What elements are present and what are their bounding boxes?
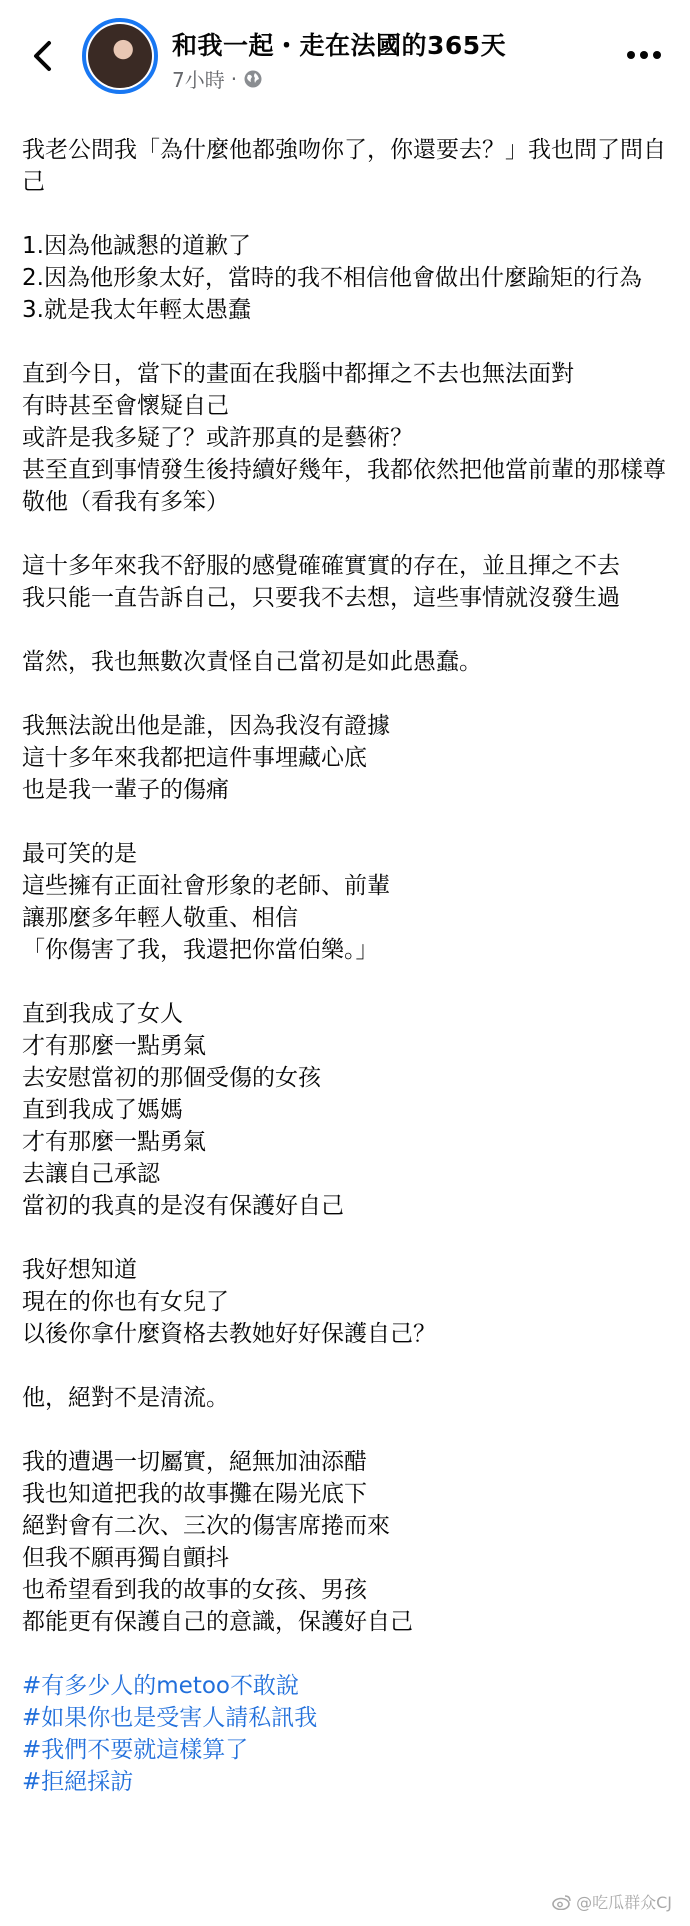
post-text-line: 最可笑的是 <box>22 841 137 867</box>
post-text-line: 我只能一直告訴自己，只要我不去想，這些事情就沒發生過 <box>22 585 620 611</box>
post-text-line: 有時甚至會懷疑自己 <box>22 393 229 419</box>
post-text-line: 才有那麼一點勇氣 <box>22 1129 206 1155</box>
post-text-line: 2.因為他形象太好，當時的我不相信他會做出什麼踰矩的行為 <box>22 265 642 291</box>
chevron-left-icon <box>31 40 53 72</box>
hashtag-list <box>22 1670 672 1798</box>
post-text-line: 直到今日，當下的畫面在我腦中都揮之不去也無法面對 <box>22 361 574 387</box>
post-text-line: 才有那麼一點勇氣 <box>22 1033 206 1059</box>
post-text-line: 當初的我真的是沒有保護好自己 <box>22 1193 344 1219</box>
post-text-line: 他，絕對不是清流。 <box>22 1385 229 1411</box>
post-text-line: 「你傷害了我，我還把你當伯樂。」 <box>22 937 379 963</box>
more-options-button[interactable] <box>622 40 666 70</box>
post-body <box>22 134 672 1798</box>
post-paragraph <box>22 358 672 518</box>
hashtag-link[interactable]: #拒絕採訪 <box>22 1769 134 1795</box>
post-text-line: 但我不願再獨自顫抖 <box>22 1545 229 1571</box>
post-text-line: 讓那麼多年輕人敬重、相信 <box>22 905 298 931</box>
post-paragraph <box>22 710 672 806</box>
post-paragraph <box>22 134 672 198</box>
post-text-line: 我的遭遇一切屬實，絕無加油添醋 <box>22 1449 367 1475</box>
post-paragraph <box>22 646 672 678</box>
post-text-line: 3.就是我太年輕太愚蠢 <box>22 297 251 323</box>
post-paragraph <box>22 1446 672 1638</box>
page-title[interactable]: 和我一起・走在法國的365天 <box>172 31 507 60</box>
post-text-line: 去讓自己承認 <box>22 1161 160 1187</box>
post-text-line: 我無法說出他是誰，因為我沒有證據 <box>22 713 390 739</box>
post-paragraph <box>22 998 672 1222</box>
avatar-image <box>88 24 152 88</box>
hashtag-link[interactable]: #我們不要就這樣算了 <box>22 1737 249 1763</box>
post-text-line: 這十多年來我都把這件事埋藏心底 <box>22 745 367 771</box>
meta-separator: · <box>230 66 238 91</box>
post-paragraph <box>22 838 672 966</box>
post-text-line: 現在的你也有女兒了 <box>22 1289 229 1315</box>
post-text-line: 以後你拿什麼資格去教她好好保護自己？ <box>22 1321 436 1347</box>
post-text-line: 或許是我多疑了？或許那真的是藝術？ <box>22 425 413 451</box>
post-meta <box>172 64 263 93</box>
post-text-line: 都能更有保護自己的意識，保護好自己 <box>22 1609 413 1635</box>
globe-icon <box>243 69 263 89</box>
post-paragraph <box>22 550 672 614</box>
post-text-line: 去安慰當初的那個受傷的女孩 <box>22 1065 321 1091</box>
hashtag-link[interactable]: #如果你也是受害人請私訊我 <box>22 1705 318 1731</box>
watermark <box>552 1890 672 1913</box>
post-paragraph <box>22 1254 672 1350</box>
avatar[interactable] <box>82 18 158 94</box>
post-text-line: 也是我一輩子的傷痛 <box>22 777 229 803</box>
post-paragraph <box>22 230 672 326</box>
watermark-text: @吃瓜群众CJ <box>576 1893 672 1912</box>
post-text-line: 這些擁有正面社會形象的老師、前輩 <box>22 873 390 899</box>
hashtag-link[interactable]: #有多少人的metoo不敢說 <box>22 1673 299 1699</box>
post-paragraphs <box>22 134 672 1638</box>
back-button[interactable] <box>22 32 62 80</box>
post-text-line: 1.因為他誠懇的道歉了 <box>22 233 251 259</box>
post-text-line: 直到我成了女人 <box>22 1001 183 1027</box>
post-text-line: 也希望看到我的故事的女孩、男孩 <box>22 1577 367 1603</box>
post-text-line: 我好想知道 <box>22 1257 137 1283</box>
post-header <box>0 0 690 112</box>
post-text-line: 我老公問我「為什麼他都強吻你了，你還要去？」我也問了問自己 <box>22 137 666 195</box>
weibo-icon <box>552 1894 572 1910</box>
post-text-line: 我也知道把我的故事攤在陽光底下 <box>22 1481 367 1507</box>
post-paragraph <box>22 1382 672 1414</box>
post-text-line: 甚至直到事情發生後持續好幾年，我都依然把他當前輩的那樣尊敬他（看我有多笨） <box>22 457 666 515</box>
post-text-line: 這十多年來我不舒服的感覺確確實實的存在，並且揮之不去 <box>22 553 620 579</box>
post-text-line: 絕對會有二次、三次的傷害席捲而來 <box>22 1513 390 1539</box>
post-time[interactable]: 7小時 <box>172 68 225 92</box>
more-horizontal-icon <box>626 50 662 60</box>
post-text-line: 直到我成了媽媽 <box>22 1097 183 1123</box>
post-text-line: 當然，我也無數次責怪自己當初是如此愚蠢。 <box>22 649 482 675</box>
